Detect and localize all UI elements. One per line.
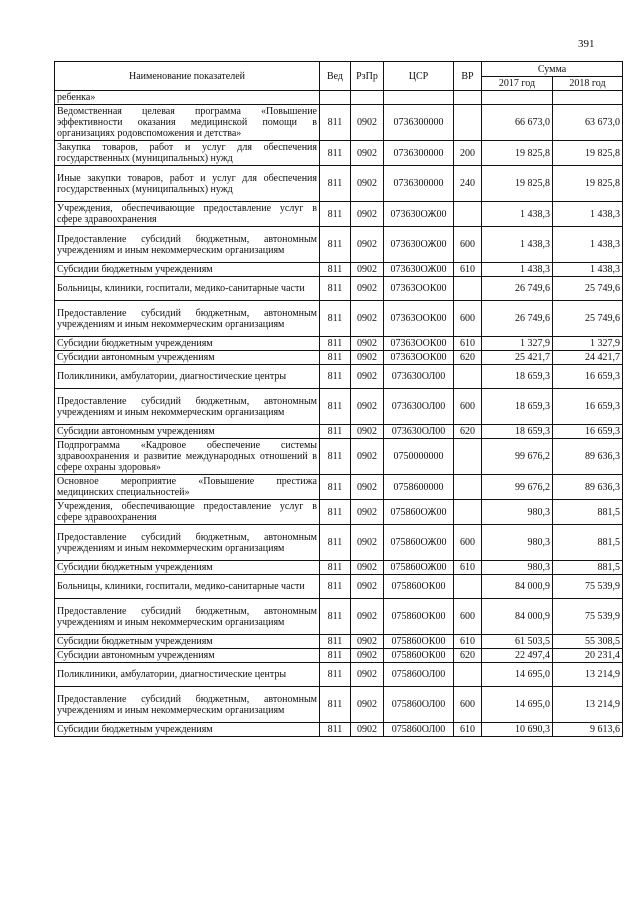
row-amount-2018: 20 231,4: [553, 649, 623, 663]
row-amount-2018: 16 659,3: [553, 389, 623, 425]
row-ved: 811: [320, 301, 351, 337]
table-row: [55, 500, 623, 525]
row-rzpr: 0902: [351, 277, 384, 301]
row-amount-2018: 55 308,5: [553, 635, 623, 649]
row-csr: 07363ООК00: [384, 351, 454, 365]
row-rzpr: 0902: [351, 141, 384, 166]
row-rzpr: 0902: [351, 439, 384, 475]
table-row: [55, 105, 623, 141]
row-name: Предоставление субсидий бюджетным, автономным учреждениям и иным некоммерческим организациям: [55, 525, 320, 561]
header-year-2017: 2017 год: [482, 77, 553, 91]
row-ved: 811: [320, 365, 351, 389]
row-rzpr: 0902: [351, 425, 384, 439]
row-name: Поликлиники, амбулатории, диагностические центры: [55, 365, 320, 389]
row-csr: 0736300000: [384, 105, 454, 141]
row-csr: 07363ООК00: [384, 301, 454, 337]
row-ved: 811: [320, 599, 351, 635]
row-amount-2017: 19 825,8: [482, 166, 553, 202]
row-amount-2017: 1 438,3: [482, 227, 553, 263]
row-rzpr: 0902: [351, 365, 384, 389]
row-amount-2017: 18 659,3: [482, 425, 553, 439]
row-ved: 811: [320, 389, 351, 425]
row-vr: [454, 365, 482, 389]
row-ved: 811: [320, 475, 351, 500]
row-rzpr: 0902: [351, 351, 384, 365]
table-row: [55, 599, 623, 635]
row-amount-2017: 1 438,3: [482, 263, 553, 277]
row-rzpr: 0902: [351, 635, 384, 649]
row-vr: [454, 439, 482, 475]
row-rzpr: 0902: [351, 500, 384, 525]
row-ved: 811: [320, 227, 351, 263]
row-vr: 200: [454, 141, 482, 166]
row-amount-2018: 881,5: [553, 561, 623, 575]
row-name: Закупка товаров, работ и услуг для обеспечения государственных (муниципальных) нужд: [55, 141, 320, 166]
table-row: [55, 525, 623, 561]
header-ved: Вед: [320, 62, 351, 91]
row-csr: 073630ОЛ00: [384, 425, 454, 439]
row-vr: 600: [454, 389, 482, 425]
header-rzpr: РзПр: [351, 62, 384, 91]
header-csr: ЦСР: [384, 62, 454, 91]
table-row: [55, 389, 623, 425]
row-name: Субсидии автономным учреждениям: [55, 425, 320, 439]
header-name: Наименование показателей: [55, 62, 320, 91]
table-row: [55, 166, 623, 202]
row-name: Основное мероприятие «Повышение престижа медицинских специальностей»: [55, 475, 320, 500]
row-rzpr: 0902: [351, 337, 384, 351]
row-amount-2017: 1 438,3: [482, 202, 553, 227]
row-ved: 811: [320, 575, 351, 599]
row-csr: 075860ОЛ00: [384, 663, 454, 687]
table-body: [55, 91, 623, 737]
row-ved: 811: [320, 635, 351, 649]
row-csr: 075860ОК00: [384, 575, 454, 599]
table-row: [55, 425, 623, 439]
table-row: [55, 263, 623, 277]
row-ved: 811: [320, 561, 351, 575]
row-csr: 075860ОК00: [384, 649, 454, 663]
row-amount-2017: 19 825,8: [482, 141, 553, 166]
row-amount-2017: 980,3: [482, 525, 553, 561]
table-row: [55, 365, 623, 389]
row-amount-2017: 26 749,6: [482, 301, 553, 337]
row-rzpr: 0902: [351, 561, 384, 575]
row-amount-2017: 10 690,3: [482, 723, 553, 737]
row-csr: 07363ООК00: [384, 337, 454, 351]
table-row: [55, 723, 623, 737]
row-amount-2017: 99 676,2: [482, 439, 553, 475]
row-amount-2018: 75 539,9: [553, 575, 623, 599]
table-row: [55, 301, 623, 337]
row-amount-2017: 14 695,0: [482, 663, 553, 687]
row-ved: 811: [320, 263, 351, 277]
row-ved: 811: [320, 723, 351, 737]
row-ved: 811: [320, 277, 351, 301]
row-csr: 0736300000: [384, 141, 454, 166]
row-vr: 620: [454, 649, 482, 663]
row-amount-2018: 25 749,6: [553, 277, 623, 301]
row-name: Учреждения, обеспечивающие предоставление услуг в сфере здравоохранения: [55, 202, 320, 227]
table-row: [55, 575, 623, 599]
row-rzpr: 0902: [351, 525, 384, 561]
row-vr: 600: [454, 301, 482, 337]
row-vr: 600: [454, 687, 482, 723]
row-vr: 600: [454, 525, 482, 561]
row-amount-2017: 66 673,0: [482, 105, 553, 141]
row-amount-2018: 1 327,9: [553, 337, 623, 351]
row-ved: 811: [320, 500, 351, 525]
table-row: [55, 202, 623, 227]
row-ved: 811: [320, 687, 351, 723]
row-csr: 0750000000: [384, 439, 454, 475]
row-vr: 610: [454, 723, 482, 737]
continuation-text: ребенка»: [55, 91, 320, 105]
row-ved: 811: [320, 439, 351, 475]
row-csr: 075860ОК00: [384, 599, 454, 635]
row-csr: 075860ОЛ00: [384, 687, 454, 723]
row-vr: 600: [454, 227, 482, 263]
row-name: Учреждения, обеспечивающие предоставление услуг в сфере здравоохранения: [55, 500, 320, 525]
row-rzpr: 0902: [351, 166, 384, 202]
row-rzpr: 0902: [351, 227, 384, 263]
row-rzpr: 0902: [351, 389, 384, 425]
row-rzpr: 0902: [351, 475, 384, 500]
row-vr: [454, 105, 482, 141]
row-amount-2018: 25 749,6: [553, 301, 623, 337]
row-vr: [454, 475, 482, 500]
row-name: Предоставление субсидий бюджетным, автономным учреждениям и иным некоммерческим организациям: [55, 599, 320, 635]
row-vr: [454, 500, 482, 525]
row-name: Предоставление субсидий бюджетным, автономным учреждениям и иным некоммерческим организациям: [55, 389, 320, 425]
row-rzpr: 0902: [351, 723, 384, 737]
table-row: [55, 351, 623, 365]
row-csr: 07363ООК00: [384, 277, 454, 301]
row-ved: 811: [320, 525, 351, 561]
row-name: Иные закупки товаров, работ и услуг для обеспечения государственных (муниципальных) нужд: [55, 166, 320, 202]
row-vr: 620: [454, 351, 482, 365]
row-amount-2018: 13 214,9: [553, 687, 623, 723]
row-csr: 075860ОЖ00: [384, 500, 454, 525]
row-rzpr: 0902: [351, 105, 384, 141]
continuation-row: [55, 91, 623, 105]
row-amount-2017: 18 659,3: [482, 389, 553, 425]
table-row: [55, 475, 623, 500]
row-amount-2017: 26 749,6: [482, 277, 553, 301]
row-rzpr: 0902: [351, 649, 384, 663]
row-csr: 075860ОЛ00: [384, 723, 454, 737]
row-vr: [454, 663, 482, 687]
row-amount-2018: 19 825,8: [553, 141, 623, 166]
table-header: [55, 62, 623, 91]
row-csr: 0758600000: [384, 475, 454, 500]
table-row: [55, 277, 623, 301]
table-row: [55, 141, 623, 166]
table-row: [55, 687, 623, 723]
row-vr: 610: [454, 635, 482, 649]
table-row: [55, 337, 623, 351]
page-number: 391: [578, 38, 595, 50]
row-amount-2018: 881,5: [553, 525, 623, 561]
row-amount-2018: 89 636,3: [553, 475, 623, 500]
row-name: Субсидии автономным учреждениям: [55, 351, 320, 365]
row-amount-2017: 99 676,2: [482, 475, 553, 500]
table-row: [55, 439, 623, 475]
row-amount-2017: 14 695,0: [482, 687, 553, 723]
row-csr: 073630ОЖ00: [384, 263, 454, 277]
budget-table: [54, 61, 623, 737]
row-name: Субсидии бюджетным учреждениям: [55, 723, 320, 737]
row-name: Ведомственная целевая программа «Повышение эффективности оказания медицинской помощи в организациях родовспоможения и детства»: [55, 105, 320, 141]
row-amount-2018: 75 539,9: [553, 599, 623, 635]
row-csr: 075860ОК00: [384, 635, 454, 649]
row-ved: 811: [320, 351, 351, 365]
row-name: Предоставление субсидий бюджетным, автономным учреждениям и иным некоммерческим организациям: [55, 301, 320, 337]
row-amount-2018: 19 825,8: [553, 166, 623, 202]
row-name: Предоставление субсидий бюджетным, автономным учреждениям и иным некоммерческим организациям: [55, 227, 320, 263]
row-vr: 240: [454, 166, 482, 202]
row-ved: 811: [320, 337, 351, 351]
table-row: [55, 663, 623, 687]
row-csr: 075860ОЖ00: [384, 525, 454, 561]
row-amount-2017: 84 000,9: [482, 599, 553, 635]
row-amount-2018: 1 438,3: [553, 263, 623, 277]
row-csr: 0736300000: [384, 166, 454, 202]
row-name: Подпрограмма «Кадровое обеспечение системы здравоохранения и развитие международных отношений в сфере охраны здоровья»: [55, 439, 320, 475]
row-amount-2018: 1 438,3: [553, 227, 623, 263]
row-ved: 811: [320, 141, 351, 166]
header-year-2018: 2018 год: [553, 77, 623, 91]
row-amount-2017: 1 327,9: [482, 337, 553, 351]
row-rzpr: 0902: [351, 263, 384, 277]
row-amount-2018: 16 659,3: [553, 425, 623, 439]
row-amount-2017: 84 000,9: [482, 575, 553, 599]
table-row: [55, 635, 623, 649]
row-rzpr: 0902: [351, 599, 384, 635]
row-name: Предоставление субсидий бюджетным, автономным учреждениям и иным некоммерческим организациям: [55, 687, 320, 723]
row-csr: 073630ОЖ00: [384, 202, 454, 227]
row-amount-2018: 89 636,3: [553, 439, 623, 475]
row-vr: 620: [454, 425, 482, 439]
table-row: [55, 227, 623, 263]
row-amount-2017: 61 503,5: [482, 635, 553, 649]
row-vr: [454, 202, 482, 227]
row-amount-2017: 25 421,7: [482, 351, 553, 365]
row-amount-2017: 980,3: [482, 500, 553, 525]
row-amount-2017: 22 497,4: [482, 649, 553, 663]
row-vr: 610: [454, 337, 482, 351]
row-name: Субсидии бюджетным учреждениям: [55, 561, 320, 575]
table-row: [55, 561, 623, 575]
row-name: Субсидии бюджетным учреждениям: [55, 635, 320, 649]
row-ved: 811: [320, 649, 351, 663]
row-vr: [454, 575, 482, 599]
row-amount-2018: 24 421,7: [553, 351, 623, 365]
row-vr: 610: [454, 561, 482, 575]
row-csr: 073630ОЛ00: [384, 389, 454, 425]
row-ved: 811: [320, 202, 351, 227]
row-ved: 811: [320, 105, 351, 141]
row-amount-2018: 16 659,3: [553, 365, 623, 389]
row-name: Субсидии бюджетным учреждениям: [55, 337, 320, 351]
row-amount-2017: 980,3: [482, 561, 553, 575]
row-csr: 073630ОЖ00: [384, 227, 454, 263]
row-vr: 610: [454, 263, 482, 277]
header-vr: ВР: [454, 62, 482, 91]
row-csr: 075860ОЖ00: [384, 561, 454, 575]
row-rzpr: 0902: [351, 687, 384, 723]
row-rzpr: 0902: [351, 301, 384, 337]
row-name: Больницы, клиники, госпитали, медико-санитарные части: [55, 575, 320, 599]
row-vr: [454, 277, 482, 301]
row-name: Субсидии бюджетным учреждениям: [55, 263, 320, 277]
table-row: [55, 649, 623, 663]
row-rzpr: 0902: [351, 202, 384, 227]
row-amount-2018: 9 613,6: [553, 723, 623, 737]
row-name: Больницы, клиники, госпитали, медико-санитарные части: [55, 277, 320, 301]
row-ved: 811: [320, 425, 351, 439]
header-sum: Сумма: [482, 62, 623, 77]
row-rzpr: 0902: [351, 575, 384, 599]
row-amount-2018: 13 214,9: [553, 663, 623, 687]
row-name: Субсидии автономным учреждениям: [55, 649, 320, 663]
row-amount-2018: 881,5: [553, 500, 623, 525]
row-amount-2017: 18 659,3: [482, 365, 553, 389]
row-vr: 600: [454, 599, 482, 635]
row-name: Поликлиники, амбулатории, диагностические центры: [55, 663, 320, 687]
row-amount-2018: 63 673,0: [553, 105, 623, 141]
row-amount-2018: 1 438,3: [553, 202, 623, 227]
row-ved: 811: [320, 166, 351, 202]
row-csr: 073630ОЛ00: [384, 365, 454, 389]
row-rzpr: 0902: [351, 663, 384, 687]
row-ved: 811: [320, 663, 351, 687]
